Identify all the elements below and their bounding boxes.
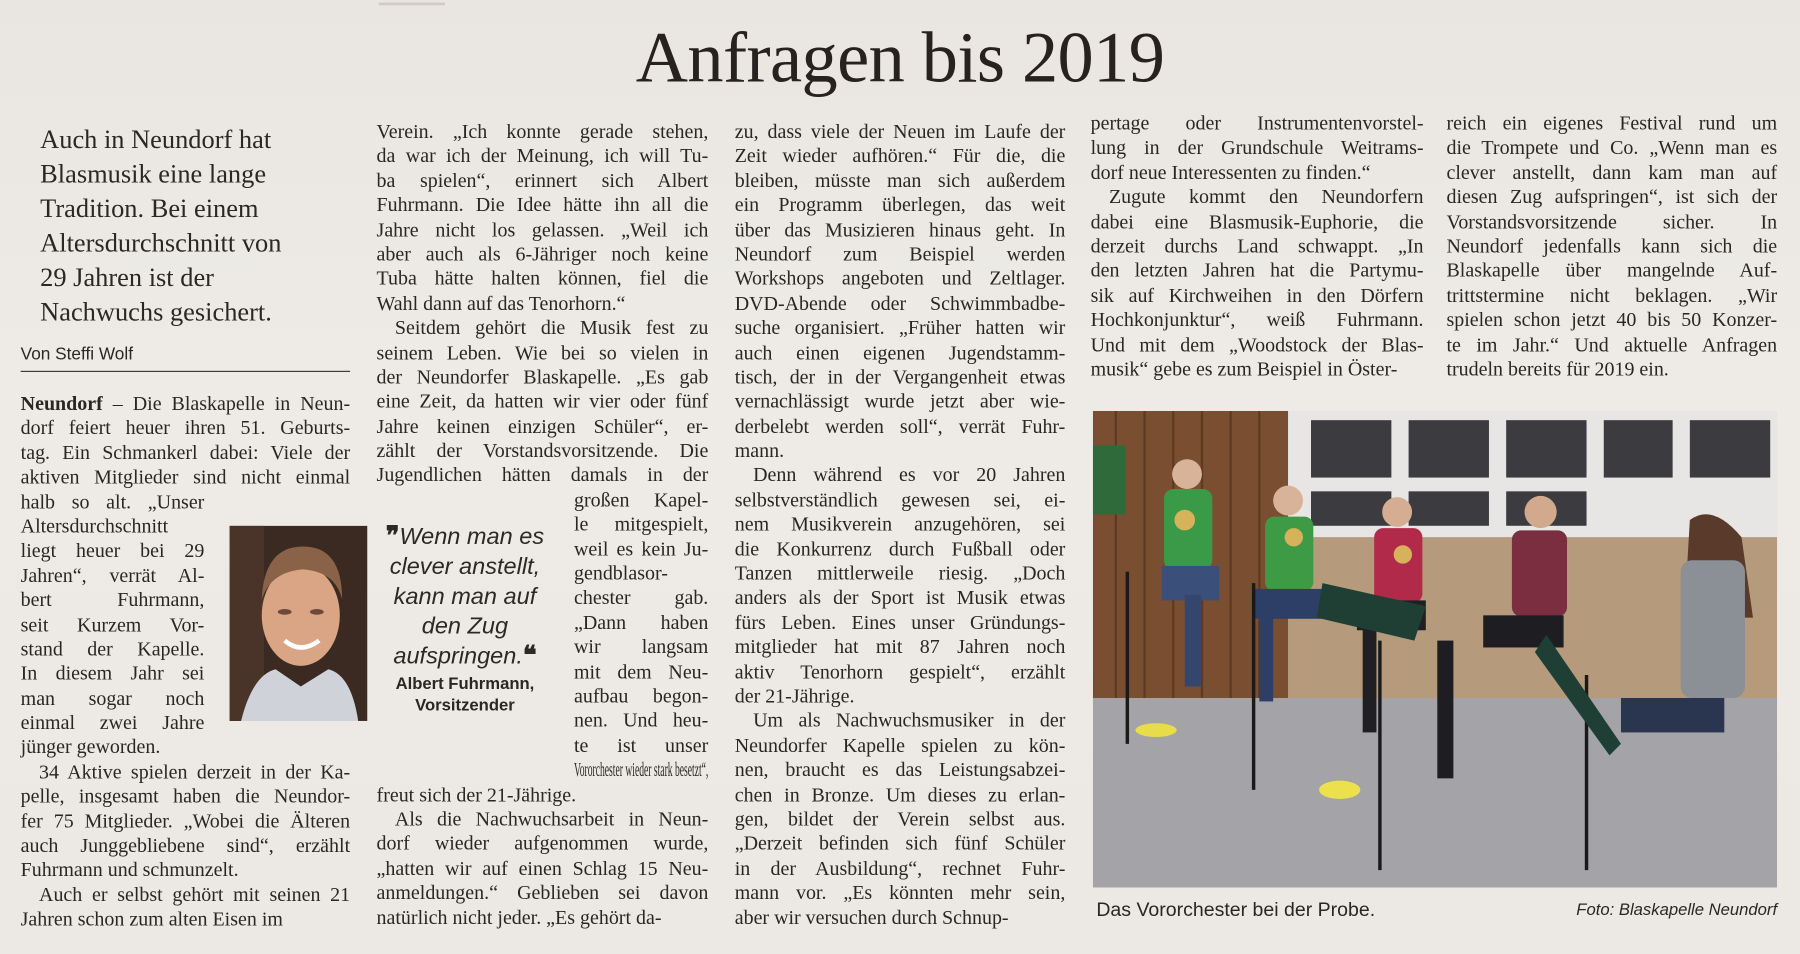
article-text-line: bleiben, müsste man sich außerdem <box>734 168 1066 192</box>
article-text-line: suche organisiert. „Früher hatten wir <box>734 315 1066 339</box>
article-text-line: großen Kapel- <box>574 487 709 511</box>
article-column-3 <box>735 119 1066 929</box>
quote-line: aufspringen. <box>393 642 523 670</box>
deck-line: Nachwuchs gesichert. <box>40 297 272 327</box>
article-text-line: Zeit wieder aufhören.“ Für die, die <box>734 143 1066 167</box>
article-text-line: jünger geworden. <box>20 735 161 759</box>
article-column-5 <box>1446 111 1777 381</box>
article-text-line: Wahl dann auf das Tenorhorn.“ <box>376 291 626 315</box>
article-text-line: In diesem Jahr sei <box>20 661 205 685</box>
article-text-line: Altersdurchschnitt <box>20 514 169 538</box>
photo-credit: Foto: Blaskapelle Neundorf <box>1576 901 1778 920</box>
article-text-line: die Konkurrenz durch Fußball oder <box>734 536 1066 560</box>
article-text-line: selbstverständlich gewesen sei, ei- <box>734 487 1066 511</box>
article-text-line: den letzten Jahren hat die Partymu- <box>1090 258 1424 282</box>
article-text-line: aktiven Mitglieder sind nicht einmal <box>20 465 351 489</box>
article-text-line: stand der Kapelle. <box>20 637 205 660</box>
article-text-line: nen, braucht es das Leistungsabzei- <box>734 757 1066 781</box>
article-text-line: über das Musizieren hinaus geht. In <box>734 217 1066 241</box>
article-text-line: ba spielen“, erinnert sich Albert <box>376 168 709 192</box>
article-text-line: Tanzen mittlerweile riesig. „Doch <box>734 561 1066 585</box>
headline: Anfragen bis 2019 <box>635 17 1165 98</box>
article-text-line: chen in Bronze. Um dieses zu erlan- <box>734 782 1066 806</box>
article-text-line: spielen schon jetzt 40 bis 50 Konzer- <box>1446 307 1778 331</box>
article-text-line: freut sich der 21-Jährige. <box>376 782 577 806</box>
byline: Von Steffi Wolf <box>20 344 133 364</box>
article-text-line: Seitdem gehört die Musik fest zu <box>394 315 709 339</box>
article-text-line: Fuhrmann und schmunzelt. <box>20 858 239 882</box>
article-text-line: Blaskapelle über mangelnde Auf- <box>1446 258 1778 282</box>
article-text-line: chester gab. <box>574 585 709 609</box>
article-text-line: „hatten wir auf einen Schlag 15 Neu- <box>376 856 709 880</box>
photo-caption: Das Vororchester bei der Probe. <box>1096 898 1376 921</box>
article-text-line: zählt der Vorstandsvorsitzende. Die <box>376 438 709 462</box>
article-text-line: fer 75 Mitglieder. „Wobei die Älteren <box>20 808 351 832</box>
article-text-line: Jugendlichen hätten damals in der <box>376 463 709 487</box>
article-text-line <box>21 391 350 416</box>
article-text-line: Jahren schon zum alten Eisen im <box>20 907 283 931</box>
portrait-photo <box>230 526 368 721</box>
article-text-line: anmeldungen.“ Geblieben sei davon <box>376 880 709 904</box>
article-text-line: Denn während es vor 20 Jahren <box>753 463 1066 487</box>
article-text-line: „Dann haben <box>574 610 709 634</box>
article-text-line: Und mit dem „Woodstock der Blas- <box>1090 332 1424 356</box>
article-text-line: Jahre keinen einzigen Schüler“, er- <box>376 414 709 438</box>
quote-close-icon: ❝ <box>522 640 537 670</box>
article-text-line: fürs Leben. Eines unser Gründungs- <box>734 610 1066 634</box>
article-text-line: seit Kurzem Vor- <box>20 612 205 636</box>
article-text-line: Neundorf jedenfalls kann sich die <box>1446 234 1778 258</box>
article-text-line: pelle, insgesamt haben die Neundor- <box>20 784 351 808</box>
article-text-line: aktiv Tenorhorn gespielt“, erzählt <box>734 659 1066 683</box>
article-column-4 <box>1091 111 1424 381</box>
article-text-line: „Derzeit befinden sich fünf Schüler <box>734 831 1066 855</box>
article-text-line: die Trompete und Co. „Wenn man es <box>1446 135 1778 159</box>
article-text-line: pertage oder Instrumentenvorstel- <box>1090 111 1424 135</box>
article-text-line: dorf feiert heuer ihren 51. Geburts- <box>20 416 351 439</box>
quote-line: clever anstellt, <box>389 553 541 580</box>
article-text-line: vernachlässigt wurde jetzt aber wie- <box>734 389 1066 413</box>
article-text-line: aber auch als 6-Jähriger noch keine <box>376 242 709 266</box>
article-text-line: gen, bildet der Verein selbst aus. <box>734 806 1066 830</box>
article-text-line: lung in der Grundschule Weitrams- <box>1090 135 1424 159</box>
article-text-line: te im Jahr.“ Und aktuelle Anfragen <box>1446 332 1778 356</box>
article-text-line: mit dem Neu- <box>574 659 709 683</box>
article-text-line: dorf neue Interessenten zu finden.“ <box>1090 160 1371 184</box>
quote-attribution-role: Vorsitzender <box>415 696 515 716</box>
article-text-line: da war ich der Meinung, ich will Tu- <box>376 143 709 167</box>
article-text-line: derzeit durchs Land schwappt. „In <box>1090 234 1424 258</box>
quote-line: Wenn man es <box>399 523 545 550</box>
article-text-line: Fuhrmann. Die Idee hätte ihn all die <box>376 193 709 217</box>
article-text-line: 34 Aktive spielen derzeit in der Ka- <box>39 759 351 783</box>
byline-divider <box>21 371 350 372</box>
quote-attribution: Albert Fuhrmann, <box>395 675 535 694</box>
article-text-line: einmal zwei Jahre <box>20 710 205 734</box>
article-text-line: Workshops angeboten und Zeltlager. <box>734 266 1066 290</box>
article-text-line: Neundorfer Kapelle spielen zu kön- <box>734 733 1066 757</box>
dateline: Neundorf <box>20 391 103 415</box>
article-text-line: dorf wieder aufgenommen wurde, <box>376 831 709 855</box>
article-text-line: sik auf Kirchweihen in den Dörfern <box>1090 283 1424 307</box>
article-text-line: in der Ausbildung“, rechnet Fuhr- <box>734 856 1066 880</box>
article-text-line: te ist unser <box>574 733 709 757</box>
article-text-line: DVD-Abende oder Schwimmbadbe- <box>734 291 1066 315</box>
quote-line: den Zug <box>421 613 509 640</box>
article-text-line: ein Programm überlegen, das weit <box>734 193 1066 217</box>
article-text-line: Vororchester wieder stark besetzt“, <box>574 757 709 781</box>
article-text-line: bert Fuhrmann, <box>20 587 205 611</box>
article-text-line: Um als Nachwuchsmusiker in der <box>753 708 1066 732</box>
article-text-line: nem Musikverein anzugehören, sei <box>734 512 1066 536</box>
article-text-line: le mitgespielt, <box>574 512 709 536</box>
article-text-line: Vorstandsvorsitzende sicher. In <box>1446 209 1778 233</box>
article-text-line: wir langsam <box>574 635 709 659</box>
article-text-line: musik“ gebe es zum Beispiel in Öster- <box>1090 356 1398 380</box>
quote-line: kann man auf <box>393 583 537 610</box>
article-text-line: Zugute kommt den Neundorfern <box>1108 185 1424 208</box>
quote-open-icon: ❞ <box>385 521 400 550</box>
article-text-line: mann vor. „Es könnten mehr sein, <box>734 880 1066 904</box>
article-text-line: diesen Zug aufspringen“, ist sich der <box>1446 185 1778 208</box>
article-text-line: dabei eine Blasmusik-Euphorie, die <box>1090 209 1424 233</box>
article-text-line: Jahre nicht los gelassen. „Weil ich <box>376 217 709 241</box>
article-text-line: auch Junggebliebene sind“, erzählt <box>20 833 351 857</box>
deck-line: Tradition. Bei einem <box>40 194 259 223</box>
article-text-line: Als die Nachwuchsarbeit in Neun- <box>394 806 709 830</box>
article-text-line: mitglieder hat mit 87 Jahren noch <box>734 635 1066 659</box>
article-text-line: weil es kein Ju- <box>574 536 709 560</box>
article-text-line: Auch er selbst gehört mit seinen 21 <box>39 882 351 906</box>
article-text-line: seinem Leben. Wie bei so vielen in <box>376 340 709 364</box>
article-text-line: trittstermine nicht beklagen. „Wir <box>1446 283 1778 307</box>
article-text-line: Tuba hätte halten können, fiel die <box>376 266 709 290</box>
article-text-line: Neundorf zum Beispiel werden <box>734 242 1066 266</box>
article-text-line: eine Zeit, da hatten wir vier oder fünf <box>376 389 709 413</box>
article-text-line: liegt heuer bei 29 <box>20 538 205 562</box>
pull-quote <box>379 522 551 717</box>
article-text-line: Jahren“, verrät Al- <box>20 563 205 587</box>
deck-line: 29 Jahren ist der <box>40 262 214 292</box>
deck-line: Blasmusik eine lange <box>40 159 267 189</box>
article-text-line: halb so alt. „Unser <box>20 489 205 513</box>
article-text-line: man sogar noch <box>20 686 205 710</box>
article-text-line: tisch, der in der Vergangenheit etwas <box>734 364 1066 388</box>
article-text-line: aber wir versuchen durch Schnup- <box>734 905 1009 929</box>
bleed-through-text: ▔▔▔▔▔ <box>378 4 446 23</box>
article-text-line: zu, dass viele der Neuen im Laufe der <box>734 119 1066 143</box>
article-text-line: tag. Ein Schmankerl dabei: Viele der <box>20 440 351 464</box>
article-text-line: Hochkonjunktur“, weiß Fuhrmann. <box>1090 307 1424 331</box>
article-text-line: der 21-Jährige. <box>734 684 855 708</box>
article-text-line: clever anstellt, dann kam man auf <box>1446 160 1778 184</box>
article-text-line: mann. <box>734 438 785 462</box>
article-text-line: der Neundorfer Blaskapelle. „Es gab <box>376 364 709 388</box>
article-text-line: nen. Und heu- <box>574 708 709 732</box>
article-text-line: anders als der Sport ist Musik etwas <box>734 585 1066 609</box>
article-text-line: gendblasor- <box>574 561 668 585</box>
deck-line: Auch in Neundorf hat <box>40 125 272 154</box>
article-text-line: Verein. „Ich konnte gerade stehen, <box>376 119 709 143</box>
article-text: – Die Blaskapelle in Neun- <box>102 391 351 415</box>
article-text-line: trudeln bereits für 2019 ein. <box>1446 356 1669 380</box>
article-text-line: aufbau begon- <box>574 684 709 708</box>
article-deck <box>40 123 338 330</box>
article-text-line: derbelebt werden soll“, verrät Fuhr- <box>734 414 1066 438</box>
orchestra-rehearsal-photo <box>1093 411 1777 887</box>
article-text-line: auch einen eigenen Jugendstamm- <box>734 340 1066 364</box>
article-text-line: natürlich nicht jeder. „Es gehört da- <box>376 905 662 929</box>
deck-line: Altersdurchschnitt von <box>40 228 282 258</box>
article-text-line: reich ein eigenes Festival rund um <box>1446 111 1778 135</box>
